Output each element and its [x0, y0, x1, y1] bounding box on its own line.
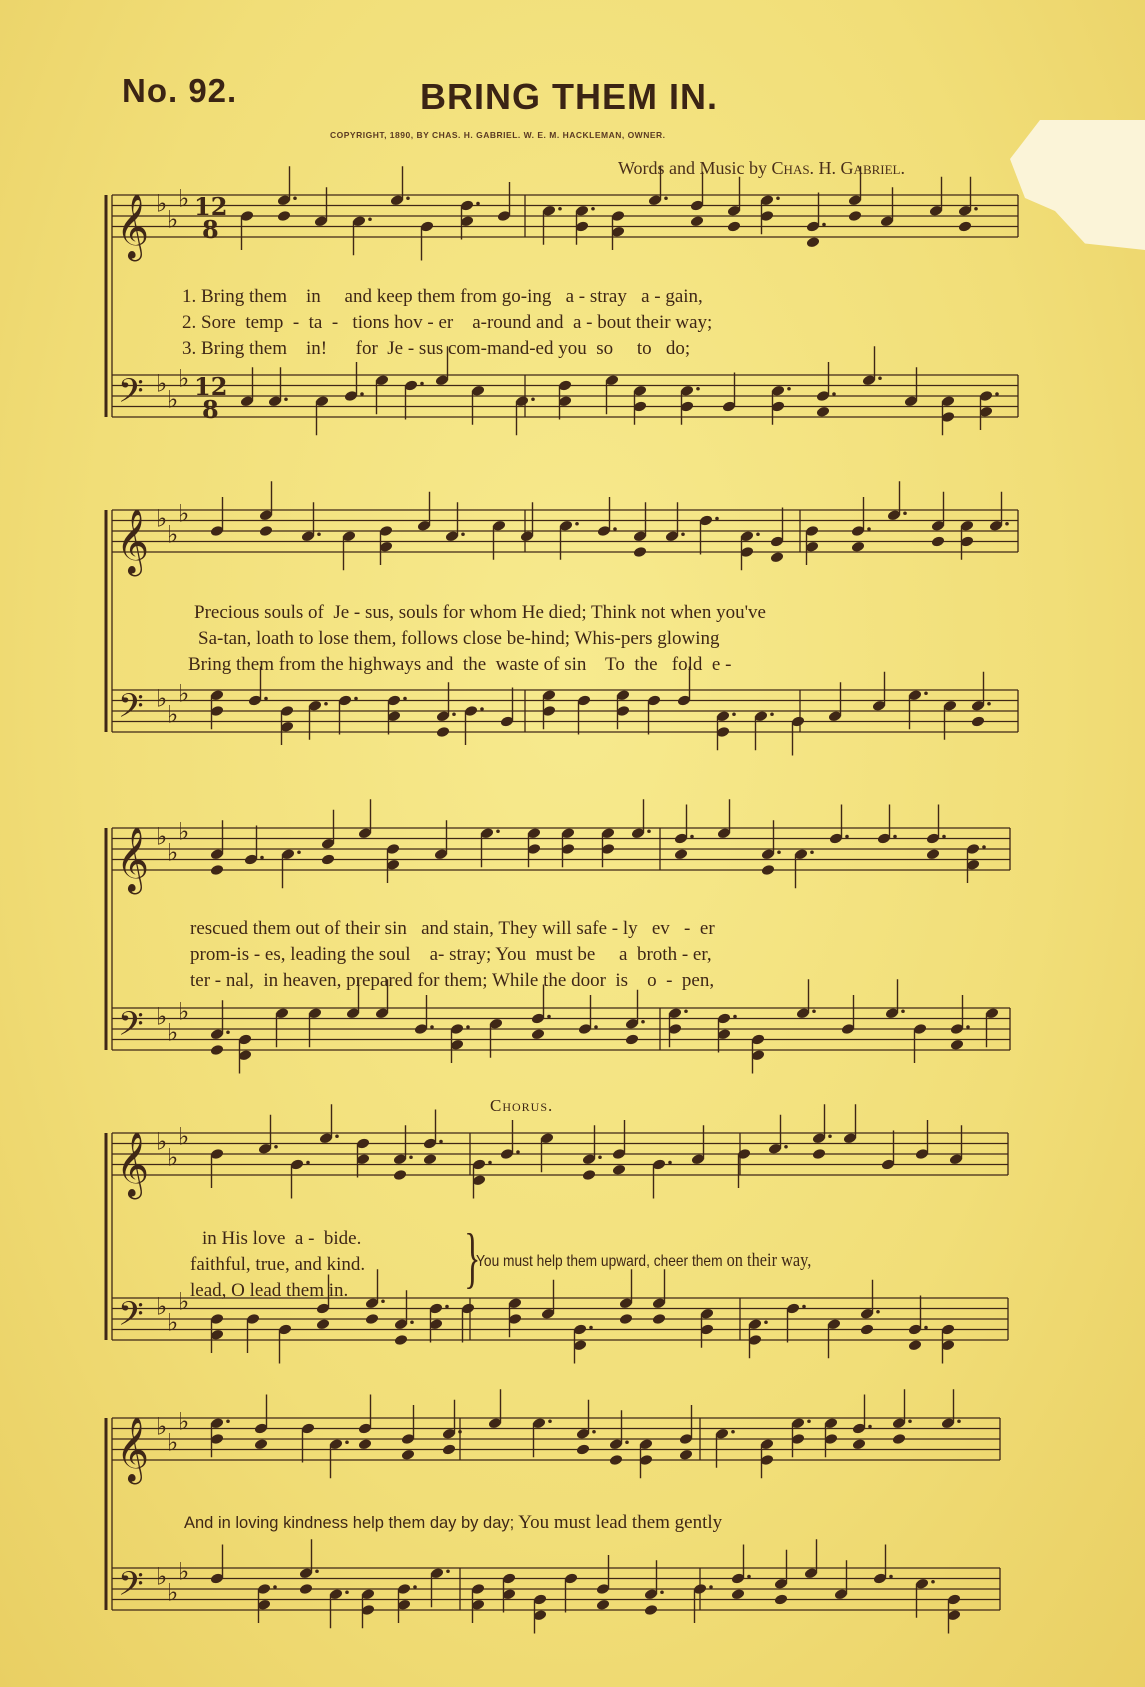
note-dot: [696, 387, 700, 391]
note-dot: [592, 1430, 596, 1434]
note-dot: [924, 691, 928, 695]
note-dot: [802, 1305, 806, 1309]
note-dot: [315, 1569, 319, 1573]
note-dot: [709, 1585, 713, 1589]
note-dot: [410, 1320, 414, 1324]
note-dot: [413, 1585, 417, 1589]
note-dot: [770, 712, 774, 716]
flat-sign-icon: ♭: [156, 1002, 168, 1031]
note-dot: [966, 1025, 970, 1029]
note-dot: [974, 207, 978, 211]
note-dot: [812, 1009, 816, 1013]
treble-clef-icon: 𝄞: [116, 194, 150, 259]
lyric-line-s1-v3: 3. Bring them in! for Je - sus com-mand-ed you so to do;: [182, 338, 691, 359]
verse-brace: }: [464, 1219, 481, 1295]
flat-sign-icon: ♭: [156, 1292, 168, 1321]
note-head: [358, 1438, 373, 1451]
note-head: [619, 1313, 634, 1326]
flat-sign-icon: ♭: [167, 520, 179, 549]
note-dot: [832, 392, 836, 396]
note-dot: [531, 397, 535, 401]
bass-clef-icon: 𝄢: [118, 372, 144, 419]
note-dot: [548, 1419, 552, 1423]
lyric-line-s4-v3: lead, O lead them in.: [190, 1280, 349, 1301]
note-dot: [420, 382, 424, 386]
note-head: [679, 1448, 694, 1461]
note-dot: [403, 697, 407, 701]
note-dot: [747, 1575, 751, 1579]
note-head: [892, 1433, 907, 1446]
flat-sign-icon: ♭: [167, 1578, 179, 1607]
note-dot: [810, 850, 814, 854]
note-dot: [641, 1020, 645, 1024]
note-dot: [845, 835, 849, 839]
note-head: [731, 1588, 746, 1601]
time-signature-bottom: 8: [202, 395, 219, 424]
note-head: [401, 1448, 416, 1461]
note-head: [727, 220, 742, 233]
hymn-number: No. 92.: [122, 72, 238, 109]
note-dot: [461, 532, 465, 536]
note-dot: [777, 850, 781, 854]
note-dot: [306, 1161, 310, 1165]
flat-sign-icon: ♭: [156, 504, 168, 533]
note-dot: [828, 1134, 832, 1138]
note-head: [852, 1438, 867, 1451]
note-head: [770, 551, 785, 564]
flat-sign-icon: ♭: [156, 189, 168, 218]
flat-sign-icon: ♭: [156, 1127, 168, 1156]
note-dot: [317, 532, 321, 536]
note-dot: [1005, 522, 1009, 526]
note-dot: [756, 532, 760, 536]
flat-sign-icon: ♭: [178, 1122, 190, 1151]
note-dot: [995, 392, 999, 396]
bass-clef-icon: 𝄢: [118, 1565, 144, 1612]
lyric-line-s2-v3: Bring them from the highways and the waste of sin To the fold e -: [188, 654, 732, 675]
flat-sign-icon: ♭: [167, 1308, 179, 1337]
note-head: [851, 540, 866, 553]
note-head: [259, 525, 274, 538]
note-dot: [613, 527, 617, 531]
note-head: [321, 853, 336, 866]
note-dot: [516, 1150, 520, 1154]
lyric-line-s3-v1: rescued them out of their sin and stain, They will safe - ly ev - er: [190, 918, 715, 939]
flat-sign-icon: ♭: [178, 364, 190, 393]
note-head: [210, 864, 225, 877]
note-dot: [957, 1419, 961, 1423]
time-signature-bottom: 8: [202, 215, 219, 244]
note-dot: [335, 1134, 339, 1138]
note-dot: [488, 1161, 492, 1165]
note-dot: [324, 702, 328, 706]
note-head: [812, 1148, 827, 1161]
note-head: [582, 1169, 597, 1182]
note-dot: [625, 1440, 629, 1444]
note-dot: [368, 217, 372, 221]
note-dot: [345, 1440, 349, 1444]
flat-sign-icon: ♭: [178, 499, 190, 528]
note-head: [971, 715, 986, 728]
note-dot: [733, 1015, 737, 1019]
flat-sign-icon: ♭: [178, 679, 190, 708]
chorus-label: Chorus.: [490, 1096, 554, 1115]
lyric-line-s1-v2: 2. Sore temp - ta - tions hov - er a-round and a - bout their way;: [182, 312, 713, 333]
note-dot: [406, 196, 410, 200]
flat-sign-icon: ♭: [178, 997, 190, 1026]
note-dot: [982, 845, 986, 849]
lyric-line-s4-v2: faithful, true, and kind.: [190, 1254, 366, 1275]
note-head: [625, 1033, 640, 1046]
bass-clef-icon: 𝄢: [118, 1295, 144, 1342]
note-head: [652, 1313, 667, 1326]
lyric-line-s3-v3: ter - nal, in heaven, prepared for them; While the door is o - pen,: [190, 970, 715, 991]
note-dot: [647, 829, 651, 833]
bass-clef-icon: 𝄢: [118, 1005, 144, 1052]
note-head: [848, 210, 863, 223]
treble-clef-icon: 𝄞: [116, 1417, 150, 1482]
note-dot: [660, 1590, 664, 1594]
treble-clef-icon: 𝄞: [116, 827, 150, 892]
note-dot: [260, 856, 264, 860]
note-dot: [446, 1569, 450, 1573]
note-dot: [284, 397, 288, 401]
note-dot: [987, 702, 991, 706]
note-dot: [575, 522, 579, 526]
note-head: [806, 236, 821, 249]
note-dot: [787, 387, 791, 391]
flat-sign-icon: ♭: [156, 1412, 168, 1441]
composer-credit: Words and Music by Chas. H. Gabriel.: [618, 158, 905, 178]
note-head: [908, 1339, 923, 1352]
bass-clef-icon: 𝄢: [118, 687, 144, 734]
note-dot: [345, 1590, 349, 1594]
note-dot: [409, 1155, 413, 1159]
note-head: [210, 1044, 225, 1057]
note-head: [277, 210, 292, 223]
lyric-line-s2-v2: Sa-tan, loath to lose them, follows close be-hind; Whis-pers glowing: [198, 628, 720, 649]
note-dot: [594, 1025, 598, 1029]
note-dot: [893, 835, 897, 839]
note-head: [423, 1153, 438, 1166]
flat-sign-icon: ♭: [178, 184, 190, 213]
flat-sign-icon: ♭: [156, 369, 168, 398]
note-dot: [690, 835, 694, 839]
note-dot: [776, 196, 780, 200]
note-head: [365, 1313, 380, 1326]
note-dot: [868, 1425, 872, 1429]
hymn-title: BRING THEM IN.: [420, 76, 718, 117]
note-dot: [731, 1430, 735, 1434]
note-dot: [684, 1009, 688, 1013]
note-dot: [480, 707, 484, 711]
note-dot: [381, 1299, 385, 1303]
note-head: [576, 1443, 591, 1456]
time-signature-top: 12: [194, 372, 228, 401]
note-dot: [942, 835, 946, 839]
note-dot: [903, 511, 907, 515]
treble-clef-icon: 𝄞: [116, 509, 150, 574]
note-head: [690, 215, 705, 228]
note-dot: [430, 1025, 434, 1029]
flat-sign-icon: ♭: [178, 1287, 190, 1316]
note-head: [860, 1323, 875, 1336]
flat-sign-icon: ♭: [167, 1018, 179, 1047]
note-head: [674, 848, 689, 861]
flat-sign-icon: ♭: [167, 385, 179, 414]
note-dot: [867, 527, 871, 531]
note-dot: [476, 202, 480, 206]
flat-sign-icon: ♭: [156, 822, 168, 851]
note-dot: [297, 850, 301, 854]
flat-sign-icon: ♭: [156, 1562, 168, 1591]
flat-sign-icon: ♭: [178, 817, 190, 846]
note-dot: [226, 1030, 230, 1034]
note-head: [531, 1028, 546, 1041]
note-dot: [664, 196, 668, 200]
treble-clef-icon: 𝄞: [116, 1132, 150, 1197]
flat-sign-icon: ♭: [156, 684, 168, 713]
note-dot: [360, 392, 364, 396]
note-dot: [598, 1155, 602, 1159]
lyric-line-s4-v1: in His love a - bide.: [202, 1228, 362, 1249]
flat-sign-icon: ♭: [178, 1557, 190, 1586]
note-dot: [908, 1419, 912, 1423]
note-dot: [496, 829, 500, 833]
note-dot: [445, 1305, 449, 1309]
note-dot: [784, 1145, 788, 1149]
note-head: [816, 405, 831, 418]
note-dot: [901, 1009, 905, 1013]
note-head: [926, 848, 941, 861]
flat-sign-icon: ♭: [167, 1143, 179, 1172]
note-dot: [924, 1326, 928, 1330]
note-dot: [931, 1580, 935, 1584]
note-head: [612, 1163, 627, 1176]
note-head: [393, 1169, 408, 1182]
flat-sign-icon: ♭: [178, 1407, 190, 1436]
note-dot: [264, 697, 268, 701]
note-dot: [589, 1326, 593, 1330]
note-dot: [354, 697, 358, 701]
chorus-lyric: You must help them upward, cheer them on their way,: [476, 1250, 812, 1271]
lyric-line-s1-v1: 1. Bring them in and keep them from go-ing a - stray a - gain,: [182, 286, 703, 307]
note-dot: [889, 1575, 893, 1579]
note-dot: [226, 1419, 230, 1423]
flat-sign-icon: ♭: [167, 838, 179, 867]
note-dot: [452, 712, 456, 716]
note-dot: [668, 1161, 672, 1165]
note-head: [774, 1593, 789, 1606]
lyric-line-s5: And in loving kindness help them day by day; You must lead them gently: [184, 1512, 723, 1533]
lyric-line-s2-v1: Precious souls of Je - sus, souls for whom He died; Think not when you've: [194, 602, 766, 623]
note-head: [950, 1038, 965, 1051]
flat-sign-icon: ♭: [167, 700, 179, 729]
note-dot: [558, 207, 562, 211]
note-dot: [715, 517, 719, 521]
note-dot: [807, 1419, 811, 1423]
lyric-line-s3-v2: prom-is - es, leading the soul a- stray; You must be a broth - er,: [190, 944, 712, 965]
note-dot: [876, 1310, 880, 1314]
note-head: [436, 726, 451, 739]
note-head: [316, 1318, 331, 1331]
time-signature-top: 12: [194, 192, 228, 221]
note-head: [442, 1443, 457, 1456]
note-dot: [732, 712, 736, 716]
note-head: [609, 1454, 624, 1467]
note-head: [596, 1598, 611, 1611]
note-dot: [878, 376, 882, 380]
note-head: [633, 546, 648, 559]
note-head: [931, 535, 946, 548]
note-head: [254, 1438, 269, 1451]
note-head: [958, 220, 973, 233]
note-dot: [273, 1585, 277, 1589]
note-dot: [822, 223, 826, 227]
note-dot: [439, 1140, 443, 1144]
copyright-line: COPYRIGHT, 1890, BY CHAS. H. GABRIEL. W. E. M. HACKLEMAN, OWNER.: [330, 130, 666, 140]
flat-sign-icon: ♭: [167, 205, 179, 234]
note-head: [761, 864, 776, 877]
note-head: [394, 1334, 409, 1347]
note-dot: [764, 1320, 768, 1324]
note-head: [299, 1583, 314, 1596]
note-dot: [293, 196, 297, 200]
note-head: [644, 1604, 659, 1617]
note-dot: [547, 1015, 551, 1019]
note-dot: [274, 1145, 278, 1149]
flat-sign-icon: ♭: [167, 1428, 179, 1457]
note-dot: [466, 1025, 470, 1029]
note-dot: [591, 207, 595, 211]
note-dot: [681, 532, 685, 536]
